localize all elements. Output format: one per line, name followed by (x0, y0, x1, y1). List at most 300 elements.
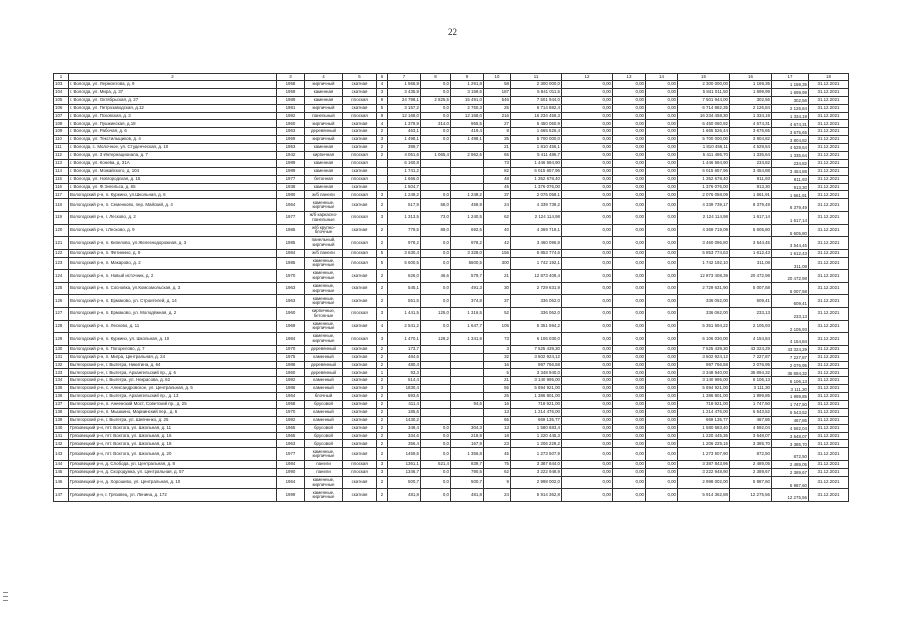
table-cell (451, 183, 484, 191)
table-cell (421, 175, 451, 183)
table-cell: 5 841 011,50 (678, 88, 730, 96)
table-cell: 3 (377, 468, 388, 476)
table-cell: 31.12.2021 (809, 167, 849, 175)
table-cell: 2 (377, 408, 388, 416)
table-cell: 30 (484, 282, 511, 295)
table-cell: г. Вологда, ул. Текстильщиков, д. 4 (69, 136, 277, 144)
table-cell: 1999 (277, 489, 305, 502)
table-row (54, 183, 849, 191)
table-cell: 31.12.2021 (809, 104, 849, 112)
table-cell: 1 446 594,90 (678, 159, 730, 167)
table-cell: 2 (377, 237, 388, 250)
table-cell (421, 183, 451, 191)
table-cell: 0,00 (646, 408, 678, 416)
column-number-cell: 5 (343, 74, 377, 81)
table-cell: скатная (343, 270, 377, 283)
table-cell: 31.12.2021 (809, 361, 849, 369)
table-cell: 1959 (277, 136, 305, 144)
table-cell: 551,5 (388, 295, 421, 308)
table-cell: 16 234 458,3 (511, 112, 562, 120)
table-cell: 42 (484, 237, 511, 250)
table-cell: 3 111,30 (772, 385, 809, 393)
table-cell: 31.12.2021 (809, 320, 849, 333)
table-cell: 0,00 (613, 320, 646, 333)
table-cell: 1 999,85 (772, 393, 809, 401)
table-cell: 0,00 (613, 159, 646, 167)
table-cell: 0,00 (613, 183, 646, 191)
table-cell: 2 076,95 (730, 361, 772, 369)
table-cell: 2 300 000,00 (678, 81, 730, 89)
table-cell: 0,00 (613, 237, 646, 250)
table-cell: Вологодский р-н, п. Погорелово, д. 7 (69, 345, 277, 353)
table-cell: 348,4 (388, 424, 421, 432)
table-cell: 4 (377, 320, 388, 333)
table-cell: 0,00 (613, 393, 646, 401)
table-cell: 5 853 774,6 (511, 249, 562, 257)
table-cell: 3 222 948,90 (678, 468, 730, 476)
table-cell: 31.12.2021 (809, 385, 849, 393)
table-cell: 129 (54, 333, 69, 346)
table-cell: 31.12.2021 (809, 308, 849, 321)
table-cell: 0,00 (562, 159, 613, 167)
table-row (54, 385, 849, 393)
table-cell: 3 502 924,12 (511, 353, 562, 361)
table-cell: 0,00 (613, 211, 646, 224)
table-cell: 31.12.2021 (809, 191, 849, 199)
table-cell: 1 386 801,00 (678, 393, 730, 401)
table-cell: Вытегорский р-н, п. Анненский Мост, Советский пр., д. 25 (69, 401, 277, 409)
table-cell: 579,7 (451, 270, 484, 283)
table-cell: 609,41 (772, 295, 809, 308)
table-cell: 304,3 (451, 424, 484, 432)
table-cell: 31.12.2021 (809, 408, 849, 416)
table-cell: 872,50 (730, 448, 772, 461)
table-cell: 1965 (277, 424, 305, 432)
table-cell: 1977 (277, 175, 305, 183)
table-cell: каменные, кирпичные (305, 199, 343, 212)
table-cell: 5 914 362,8 (511, 489, 562, 502)
table-cell: 6 015 657,96 (511, 167, 562, 175)
table-cell: 3 454,88 (730, 167, 772, 175)
table-cell (451, 393, 484, 401)
table-cell: Грязовецкий р-н, пгт. Вохтога, ул. Школьная, д. 11 (69, 424, 277, 432)
table-cell: 1969 (277, 320, 305, 333)
table-cell: каменная (305, 167, 343, 175)
table-cell: 3 140 995,00 (511, 377, 562, 385)
table-cell: 0,00 (646, 183, 678, 191)
table-cell: 3 648,07 (772, 432, 809, 440)
table-cell: 8 379,49 (772, 199, 809, 212)
table-cell: 125 (54, 282, 69, 295)
table-cell: каменная (305, 159, 343, 167)
table-cell: каменный (305, 377, 343, 385)
table-cell: 2 076,95 (772, 361, 809, 369)
table-cell: 12 275,56 (730, 489, 772, 502)
table-cell: 2 998 002,0 (511, 476, 562, 489)
table-cell: 5 600,5 (388, 257, 421, 270)
table-cell: 26 (484, 393, 511, 401)
table-cell: Вологодский р-н, п. Макарово, д. 2 (69, 257, 277, 270)
table-cell: 1 065,4 (421, 152, 451, 160)
table-cell: 73 (484, 333, 511, 346)
table-cell: 0,00 (646, 393, 678, 401)
table-cell: скатная (343, 128, 377, 136)
table-cell (451, 159, 484, 167)
table-cell: 1985 (277, 257, 305, 270)
table-cell: 1 441,5 (388, 308, 421, 321)
table-cell: 669 135,77 (511, 416, 562, 424)
table-cell: плоская (343, 333, 377, 346)
table-cell (377, 167, 388, 175)
table-cell: 2 (377, 476, 388, 489)
table-cell: 1963 (277, 128, 305, 136)
table-cell: 1 (377, 369, 388, 377)
table-row (54, 144, 849, 152)
table-cell: 1 240,5 (451, 211, 484, 224)
table-cell: 1960 (277, 369, 305, 377)
table-cell: 692,5 (451, 224, 484, 237)
table-cell: 0,00 (613, 249, 646, 257)
table-cell: 1 335,64 (772, 152, 809, 160)
table-cell: 997 766,58 (678, 361, 730, 369)
table-cell: 3 157,2 (388, 104, 421, 112)
table-cell: 5 605,80 (730, 224, 772, 237)
table-cell: 93,3 (388, 369, 421, 377)
table-cell: 1 214 476,00 (678, 408, 730, 416)
table-cell: Вологодский р-н, п. Куркино, ул. Школьная, д. 10 (69, 333, 277, 346)
table-cell: 9 (377, 112, 388, 120)
table-cell: Вытегорский р-н, г. Вытегра, ул. Некрасова, д. 62 (69, 377, 277, 385)
table-cell: плоская (343, 191, 377, 199)
table-cell: 1984 (277, 460, 305, 468)
table-cell: 0,00 (562, 237, 613, 250)
table-cell: 0,00 (613, 144, 646, 152)
table-cell: 0,00 (562, 393, 613, 401)
table-cell: 31.12.2021 (809, 88, 849, 96)
table-cell: 0,00 (613, 385, 646, 393)
table-cell: 978,2 (388, 237, 421, 250)
table-cell: 0,0 (421, 249, 451, 257)
table-cell: брусовой (305, 401, 343, 409)
table-cell: 2 962,6 (451, 152, 484, 160)
table-cell: 399,7 (388, 144, 421, 152)
table-cell: 0,00 (613, 460, 646, 468)
table-cell: 0,00 (646, 476, 678, 489)
table-cell: 31.12.2021 (809, 270, 849, 283)
table-cell: скатная (343, 369, 377, 377)
table-cell: 0,00 (562, 211, 613, 224)
column-number-cell: 14 (646, 74, 678, 81)
table-cell: 130 (54, 345, 69, 353)
table-cell: 0,00 (613, 199, 646, 212)
table-cell: 0,00 (613, 416, 646, 424)
table-cell: 521,4 (421, 460, 451, 468)
table-cell: 5 (484, 369, 511, 377)
table-cell: брусовой (305, 440, 343, 448)
table-cell: 3 159,6 (451, 88, 484, 96)
table-row (54, 361, 849, 369)
table-row (54, 211, 849, 224)
table-cell: 0,0 (421, 191, 451, 199)
table-cell: 0,00 (613, 401, 646, 409)
table-cell: 35 (484, 136, 511, 144)
table-cell: Вологодский р-н, п. Семенково, пер. Майский, д. 4 (69, 199, 277, 212)
table-cell: 0,00 (562, 191, 613, 199)
table-cell (421, 159, 451, 167)
table-cell: 9 (484, 476, 511, 489)
table-cell: 4 339 739,2 (511, 199, 562, 212)
table-cell (421, 167, 451, 175)
table-cell: 693,6 (388, 393, 421, 401)
table-cell: 336 062,0 (511, 295, 562, 308)
table-cell: 6 106 030,00 (678, 333, 730, 346)
table-cell: 3 (377, 136, 388, 144)
table-cell: ж/б панели (305, 191, 343, 199)
table-cell: 117 (54, 191, 69, 199)
table-cell: 0,0 (421, 81, 451, 89)
table-cell: 0,00 (613, 440, 646, 448)
table-cell: 0,00 (562, 152, 613, 160)
table-cell: 0,00 (562, 308, 613, 321)
table-cell: 3 648,07 (730, 432, 772, 440)
table-cell: 6 543,52 (772, 408, 809, 416)
margin-tick (3, 596, 8, 597)
table-cell: скатная (343, 401, 377, 409)
table-cell: 31.12.2021 (809, 96, 849, 104)
table-cell: 112 (54, 152, 69, 160)
table-cell: 32 (484, 353, 511, 361)
table-cell: 31.12.2021 (809, 432, 849, 440)
table-cell: Вытегорский р-н, п. Мышкино, Мариинский пер., д. 6 (69, 408, 277, 416)
column-number-cell: 6 (377, 74, 388, 81)
table-cell: плоская (343, 152, 377, 160)
table-cell: 0,00 (646, 81, 678, 89)
table-cell: 2 998 002,00 (678, 476, 730, 489)
table-cell: 0,00 (613, 120, 646, 128)
table-row (54, 440, 849, 448)
table-cell: Грязовецкий р-н, пгт. Вохтога, ул. Школьная, д. 18 (69, 440, 277, 448)
table-cell: 7 227,87 (730, 353, 772, 361)
table-cell: каменные, кирпичные (305, 257, 343, 270)
table-cell: 1970 (277, 345, 305, 353)
table-cell: скатная (343, 183, 377, 191)
table-cell: г. Вологда, ул. Рабочая, д. 6 (69, 128, 277, 136)
table-cell: 3 502 924,12 (678, 353, 730, 361)
table-cell: 134 (54, 377, 69, 385)
table-cell: 7 501 944,0 (511, 96, 562, 104)
table-cell (377, 159, 388, 167)
table-cell: 2 489,05 (730, 460, 772, 468)
table-cell: скатная (343, 448, 377, 461)
table-cell: 1 273 507,9 (511, 448, 562, 461)
table-cell: 1964 (277, 476, 305, 489)
table-cell: плоская (343, 159, 377, 167)
table-cell: 2 (377, 361, 388, 369)
table-cell: блочный (305, 393, 343, 401)
table-cell: 0,00 (646, 385, 678, 393)
table-cell: 1 747,50 (772, 401, 809, 409)
table-cell: 1963 (277, 282, 305, 295)
table-row (54, 393, 849, 401)
table-cell: 1 580 683,40 (678, 424, 730, 432)
table-cell: 6 543,52 (730, 408, 772, 416)
table-cell: 109 (54, 128, 69, 136)
table-cell (421, 377, 451, 385)
table-cell: 0,00 (562, 448, 613, 461)
table-cell: 0,00 (562, 81, 613, 89)
table-cell (421, 361, 451, 369)
table-cell: 0,00 (562, 120, 613, 128)
column-number-cell: 15 (678, 74, 730, 81)
table-cell: 1 699,99 (730, 88, 772, 96)
table-cell: 114 (54, 167, 69, 175)
table-cell: 334,6 (388, 432, 421, 440)
table-cell: Вытегорский р-н, с. Александровское, ул. Центральная, д. 5 (69, 385, 277, 393)
table-cell: 126 (54, 295, 69, 308)
table-cell: 0,00 (646, 96, 678, 104)
table-row (54, 96, 849, 104)
table-cell: деревянный (305, 345, 343, 353)
table-cell: г. Вологда, ул. Пушкинская, д.18 (69, 120, 277, 128)
table-cell: 2 729 631,9 (511, 282, 562, 295)
table-cell: 0,00 (562, 424, 613, 432)
table-cell: Грязовецкий р-н, пгт. Вохтога, ул. Школьная, д. 16 (69, 432, 277, 440)
table-cell: 1 666,0 (388, 175, 421, 183)
table-cell: 1964 (277, 393, 305, 401)
table-cell: 459,9 (451, 199, 484, 212)
table-cell: 1960 (277, 308, 305, 321)
table-cell: 156 (484, 249, 511, 257)
table-cell: 8 379,49 (730, 199, 772, 212)
table-cell: 1 334,19 (772, 112, 809, 120)
table-cell: 5 (377, 257, 388, 270)
table-cell: 1977 (277, 448, 305, 461)
table-cell: 1830,4 (388, 385, 421, 393)
table-row (54, 377, 849, 385)
table-cell: каменный (305, 408, 343, 416)
table-cell: деревянный (305, 128, 343, 136)
table-cell: 94,6 (451, 401, 484, 409)
table-cell: 0,00 (613, 104, 646, 112)
table-cell: 218,9 (451, 432, 484, 440)
table-cell: 5 411 486,7 (511, 152, 562, 160)
table-cell: 3 (377, 385, 388, 393)
table-cell: 419,4 (451, 128, 484, 136)
table-cell: 0,0 (421, 136, 451, 144)
table-cell: 463,1 (388, 128, 421, 136)
table-cell: ж/б каркасно-панельные (305, 211, 343, 224)
table-cell: 8 (484, 128, 511, 136)
table-cell: 15 491,0 (451, 96, 484, 104)
table-cell: 481,8 (388, 489, 421, 502)
table-cell: 1 334,19 (730, 112, 772, 120)
table-cell: 1 335,64 (730, 152, 772, 160)
table-cell: 1 617,14 (772, 211, 809, 224)
table-cell: скатная (343, 81, 377, 89)
table-cell: каменный (305, 353, 343, 361)
table-cell: 31.12.2021 (809, 120, 849, 128)
table-cell: 1 504,7 (388, 183, 421, 191)
table-cell: Грязовецкий р-н, д. Слобода, ул. Центральная, д. 8 (69, 460, 277, 468)
table-cell: 5 853 774,63 (678, 249, 730, 257)
table-cell: 140 (54, 424, 69, 432)
table-cell: 1981 (277, 104, 305, 112)
table-cell: плоская (343, 237, 377, 250)
table-cell: 514,4 (388, 377, 421, 385)
table-cell: 234,82 (772, 159, 809, 167)
table-cell: 142 (54, 440, 69, 448)
table-cell: 23 (484, 440, 511, 448)
table-cell (421, 353, 451, 361)
table-row (54, 257, 849, 270)
table-cell (451, 175, 484, 183)
table-cell: г. Вологда, ул. Псковская, д. 3 (69, 112, 277, 120)
table-cell: Вологодский р-н, п. Кипелово, ул.Железнодорожная, д. 3 (69, 237, 277, 250)
table-cell: 1985 (277, 237, 305, 250)
table-cell: 480,4 (388, 361, 421, 369)
table-cell: 141 (54, 432, 69, 440)
table-cell: 45 (484, 183, 511, 191)
table-cell: Вологодский р-н, г. Лесково, д. 2 (69, 211, 277, 224)
table-cell: 0,00 (613, 81, 646, 89)
table-cell: Вытегорский р-н, г. Вытегра, Архангельский пр., д. 6 (69, 369, 277, 377)
table-cell: г. Вологда, ул. 3 Интернационала, д. 7 (69, 152, 277, 160)
table-cell: 1346,7 (388, 468, 421, 476)
table-cell: 0,0 (421, 295, 451, 308)
column-number-cell: 13 (613, 74, 646, 81)
table-cell: 1 665 526,4 (511, 128, 562, 136)
table-cell (421, 408, 451, 416)
table-cell: 6 450 060,92 (678, 120, 730, 128)
table-cell: 0,00 (646, 249, 678, 257)
table-cell: 467,86 (772, 416, 809, 424)
table-cell: 2 (377, 270, 388, 283)
table-cell: 0,00 (646, 440, 678, 448)
table-row (54, 424, 849, 432)
table-cell: 1953 (277, 144, 305, 152)
table-cell: Вологодский р-н, п. Сосновка, ул.Комсомольская, д. 3 (69, 282, 277, 295)
table-cell: 5 694 921,00 (678, 385, 730, 393)
table-cell: 31.12.2021 (809, 448, 849, 461)
table-cell: 669 135,77 (678, 416, 730, 424)
table-cell: 133 (54, 369, 69, 377)
table-cell: 0,00 (613, 282, 646, 295)
table-cell: 2 (377, 377, 388, 385)
table-cell: 1963 (277, 440, 305, 448)
table-cell: 0,00 (646, 424, 678, 432)
table-cell: 2 (377, 448, 388, 461)
table-cell: каменные, кирпичные (305, 333, 343, 346)
table-cell: 1 810 456,1 (511, 144, 562, 152)
table-cell: 2 105,93 (772, 320, 809, 333)
table-cell: 913,30 (772, 183, 809, 191)
table-cell: 31.12.2021 (809, 460, 849, 468)
table-cell: 1 999,85 (730, 393, 772, 401)
table-cell: плоская (343, 257, 377, 270)
table-cell: 24 (484, 199, 511, 212)
column-number-cell: 4 (305, 74, 343, 81)
table-cell: 0,00 (613, 136, 646, 144)
table-cell: 24 (484, 489, 511, 502)
table-cell: 0,00 (562, 361, 613, 369)
table-cell: 16 (484, 401, 511, 409)
table-cell: 2 541,2 (388, 320, 421, 333)
table-cell: 0,00 (646, 211, 678, 224)
table-cell: 2 389,67 (730, 468, 772, 476)
table-cell: 20 472,98 (730, 270, 772, 283)
table-cell: 3 (377, 88, 388, 96)
table-cell: 6 714 882,35 (678, 104, 730, 112)
